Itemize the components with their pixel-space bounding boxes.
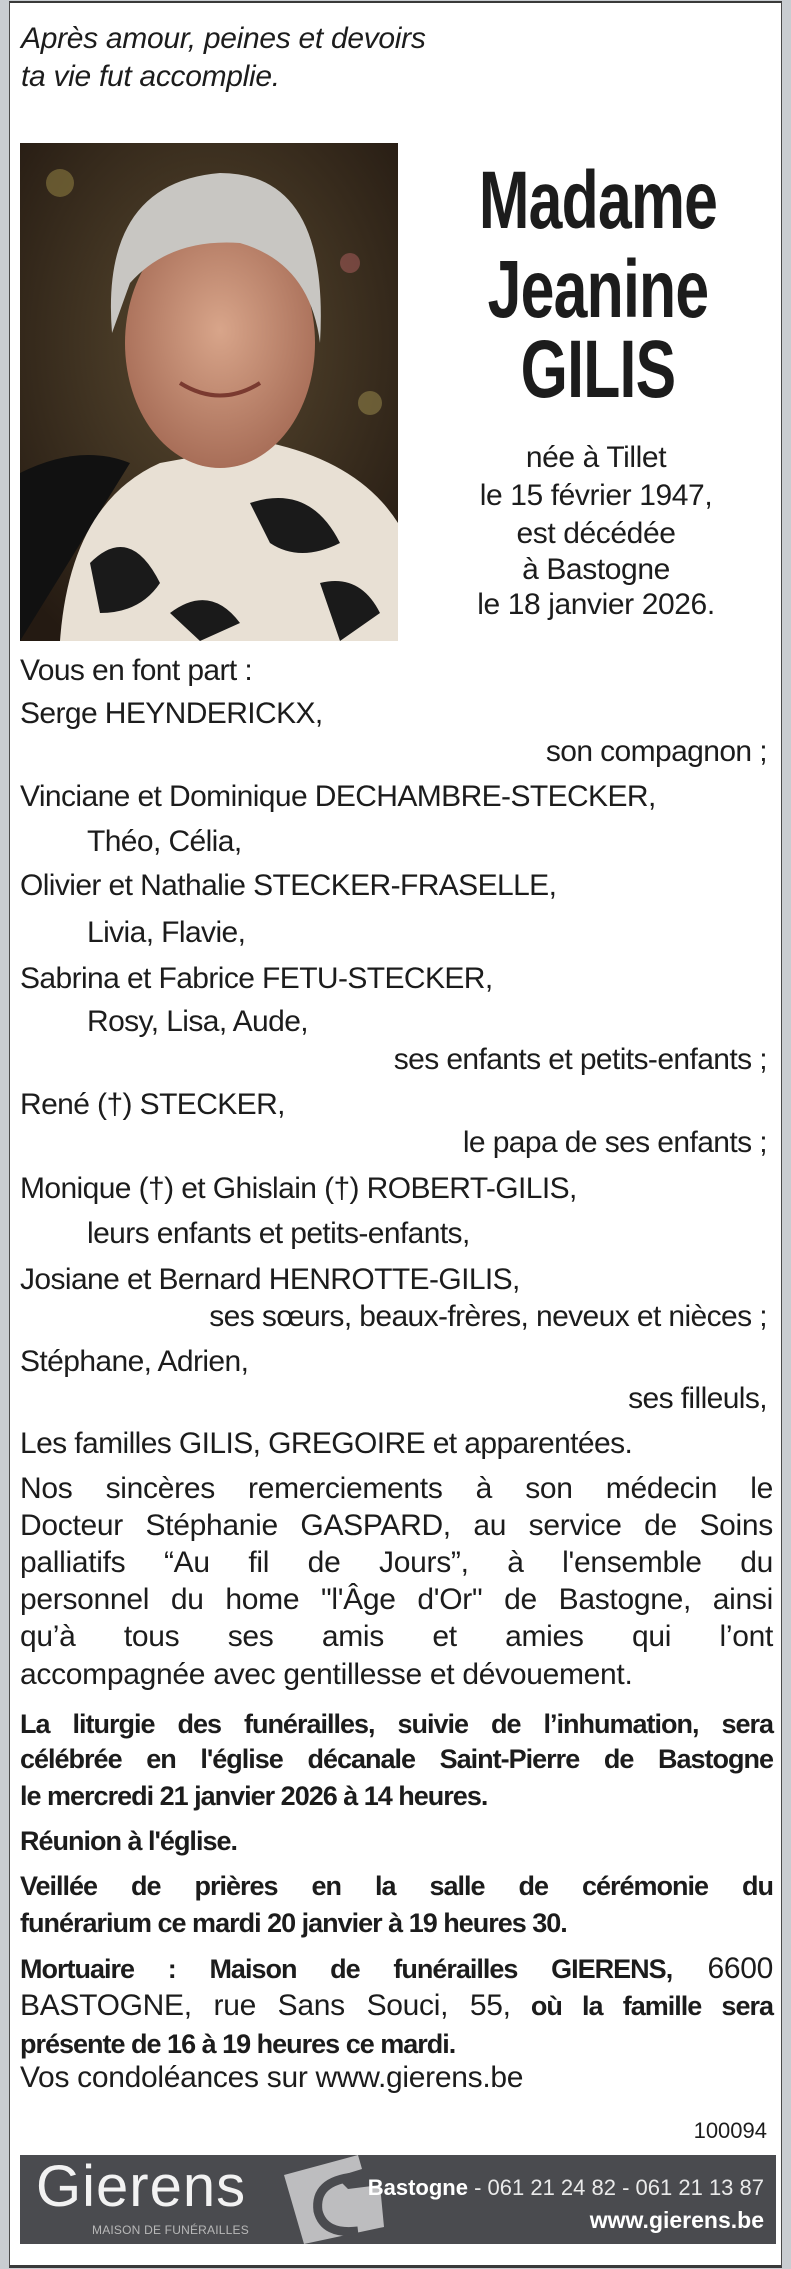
thanks-line: qu’à tous ses amis et amies qui l’ont	[20, 1620, 773, 1653]
family-line: Serge HEYNDERICKX,	[20, 697, 323, 730]
thanks-line: personnel du home "l'Âge d'Or" de Bastogne, ainsi	[20, 1583, 773, 1616]
thanks-line: Docteur Stéphanie GASPARD, au service de Soins	[20, 1509, 773, 1542]
title-last-name: GILIS	[520, 324, 676, 415]
family-relation: ses sœurs, beaux-frères, neveux et nièces ;	[209, 1300, 767, 1333]
family-relation: son compagnon ;	[545, 735, 767, 768]
family-line: Les familles GILIS, GREGOIRE et apparentées.	[20, 1427, 633, 1460]
gierens-logo: Gierens	[36, 2155, 247, 2219]
contact-city: Bastogne	[367, 2175, 468, 2200]
mortuary-address: BASTOGNE, rue Sans Souci, 55,	[20, 1989, 511, 2022]
family-line: Livia, Flavie,	[87, 916, 246, 949]
mortuary-line-2	[20, 1991, 773, 2021]
quote-line-2: ta vie fut accomplie.	[21, 60, 280, 93]
mortuary-line-3: présente de 16 à 19 heures ce mardi.	[20, 2029, 456, 2059]
family-line: Monique (†) et Ghislain (†) ROBERT-GILIS,	[20, 1172, 577, 1205]
family-line: Théo, Célia,	[87, 825, 242, 858]
funeral-line: La liturgie des funérailles, suivie de l’inhumation, sera	[20, 1709, 773, 1739]
family-line: Vinciane et Dominique DECHAMBRE-STECKER,	[20, 780, 656, 813]
family-intro: Vous en font part :	[20, 654, 253, 687]
mortuary-name: Mortuaire : Maison de funérailles GIERENS,	[20, 1954, 673, 1984]
mortuary-line-1	[20, 1954, 773, 1984]
phone-numbers: - 061 21 24 82 - 061 21 13 87	[467, 2175, 764, 2200]
quote-line-1: Après amour, peines et devoirs	[21, 22, 426, 55]
family-line: Stéphane, Adrien,	[20, 1345, 249, 1378]
family-line: Sabrina et Fabrice FETU-STECKER,	[20, 962, 493, 995]
family-line: Josiane et Bernard HENROTTE-GILIS,	[20, 1263, 520, 1296]
deceased-photo	[20, 143, 398, 641]
born-line-1: née à Tillet	[525, 441, 667, 474]
meeting-text: Réunion à l'église.	[20, 1826, 237, 1856]
website-link[interactable]: www.gierens.be	[589, 2207, 764, 2233]
obituary-notice	[9, 1, 782, 2268]
thanks-line: Nos sincères remerciements à son médecin le	[20, 1472, 773, 1505]
family-line: Olivier et Nathalie STECKER-FRASELLE,	[20, 869, 557, 902]
funeral-home-banner	[20, 2155, 776, 2244]
mortuary-postcode: 6600	[672, 1952, 773, 1985]
family-relation: ses enfants et petits-enfants ;	[393, 1043, 767, 1076]
reference-number: 100094	[693, 2118, 767, 2143]
born-line-2: le 15 février 1947,	[479, 479, 713, 512]
family-line: René (†) STECKER,	[20, 1088, 285, 1121]
family-relation: ses filleuls,	[628, 1382, 767, 1415]
family-relation: le papa de ses enfants ;	[462, 1126, 767, 1159]
title-first-name: Jeanine	[487, 244, 709, 335]
born-line-4: à Bastogne	[522, 553, 670, 586]
born-line-5: le 18 janvier 2026.	[477, 588, 715, 621]
vigil-line: Veillée de prières en la salle de cérémonie du	[20, 1871, 773, 1901]
family-line: leurs enfants et petits-enfants,	[87, 1217, 470, 1250]
born-line-3: est décédée	[516, 517, 676, 550]
title-line-1: Madame	[478, 155, 718, 246]
thanks-line: accompagnée avec gentillesse et dévouement.	[20, 1658, 633, 1691]
funeral-line: célébrée en l'église décanale Saint-Pierre de Bastogne	[20, 1744, 773, 1774]
funeral-line: le mercredi 21 janvier 2026 à 14 heures.	[20, 1781, 488, 1811]
logo-subtitle: MAISON DE FUNÉRAILLES	[92, 2223, 249, 2237]
thanks-line: palliatifs “Au fil de Jours”, à l'ensemble du	[20, 1546, 773, 1579]
contact-phones	[368, 2175, 764, 2201]
condolences-text: Vos condoléances sur www.gierens.be	[20, 2061, 524, 2094]
vigil-line: funérarium ce mardi 20 janvier à 19 heures 30.	[20, 1908, 567, 1938]
family-line: Rosy, Lisa, Aude,	[87, 1005, 309, 1038]
mortuary-family-presence: où la famille sera	[510, 1991, 773, 2021]
